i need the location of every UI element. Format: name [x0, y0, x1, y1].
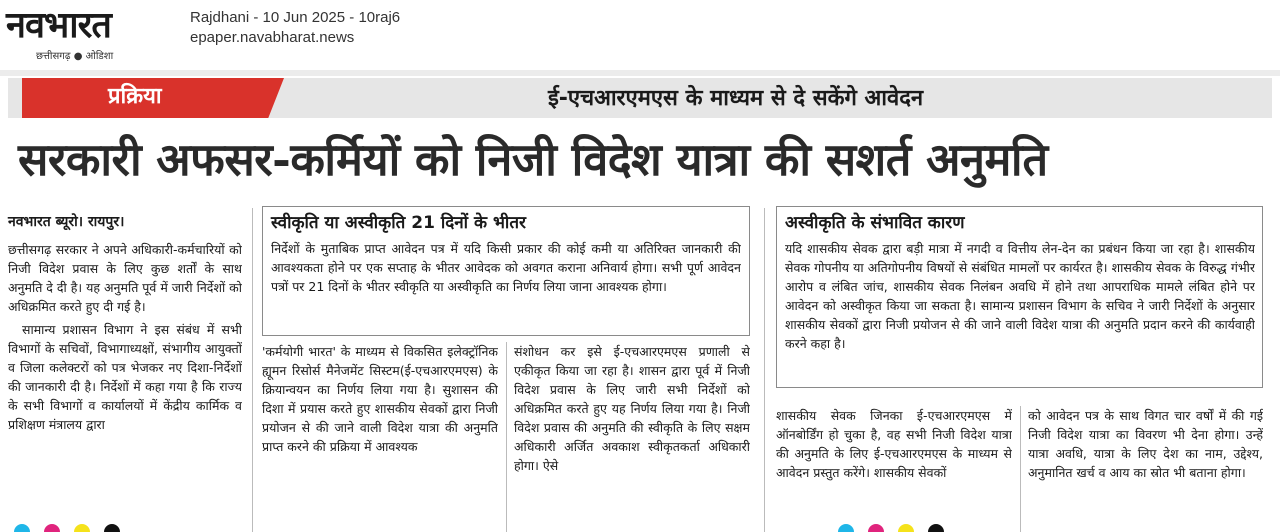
kicker-label: प्रक्रिया [108, 84, 162, 109]
masthead [0, 0, 1280, 72]
edition-meta [190, 8, 400, 48]
logo-subtitle: छत्तीसगढ़ ● ओडिशा [36, 51, 114, 62]
epaper-link[interactable]: epaper.navabharat.news [190, 29, 355, 46]
article-column-4: शासकीय सेवक जिनका ई-एचआरएमएस में ऑनबोर्डिंग हो चुका है, वह सभी निजी विदेश यात्रा की अनुमति के लिए ई-एचआरएमएस के माध्यम से आवेदन प्रस्तुत करेंगे। शासकीय सेवकों [776, 408, 1012, 480]
newspaper-logo[interactable] [6, 4, 178, 64]
article-column-1 [8, 240, 242, 532]
column-divider [1020, 406, 1021, 532]
top-divider [0, 70, 1280, 76]
box-title: अस्वीकृति के संभावित कारण [785, 213, 965, 233]
column-divider [252, 208, 253, 532]
paragraph: सामान्य प्रशासन विभाग ने इस संबंध में सभी विभागों के सचिवों, विभागाध्यक्षों, संभागीय आयुक्तों व जिला कलेक्टरों को पत्र भेजकर नए दिशा-निर्देशों की जानकारी दी है। निर्देशों में कहा गया है कि राज्य के सभी विभागों व कार्यालयों में केंद्रीय कार्मिक व प्रशिक्षण मंत्रालय द्वारा [8, 322, 242, 432]
column-divider [764, 208, 765, 532]
main-headline: सरकारी अफसर-कर्मियों को निजी विदेश यात्रा की सशर्त अनुमति [18, 133, 1048, 186]
sidebar-box-approval [262, 206, 750, 336]
sidebar-box-rejection-reasons [776, 206, 1263, 388]
kicker-headline: ई-एचआरएमएस के माध्यम से दे सकेंगे आवेदन [548, 86, 924, 111]
article-column-2: 'कर्मयोगी भारत' के माध्यम से विकसित इलेक्ट्रॉनिक ह्यूमन रिसोर्स मैनेजमेंट सिस्टम(ई-एचआरएमएस) के क्रियान्वयन का निर्णय लिया गया है। सुशासन की दिशा में प्रयास करते हुए शासकीय सेवकों द्वारा निजी प्रयोजन से की जाने वाली विदेश यात्रा की अनुमति प्राप्त करने की प्रक्रिया में आवश्यक [262, 344, 498, 454]
kicker-band [8, 78, 1272, 118]
box-body: यदि शासकीय सेवक द्वारा बड़ी मात्रा में नगदी व वित्तीय लेन-देन का प्रबंधन किया जा रहा है। शासकीय सेवक गोपनीय या अतिगोपनीय विषयों से संबंधित मामलों पर कार्यरत है। शासकीय सेवक के विरुद्ध गंभीर आरोप व लंबित जांच, शासकीय सेवक निलंबन अवधि में होने तथा आपराधिक मामले लंबित होने पर आवेदन को अस्वीकृत किया जा सकता है। सामान्य प्रशासन विभाग के सचिव ने जारी निर्देशों के अनुसार शासकीय सेवकों द्वारा निजी प्रयोजन से की जाने वाली विदेश यात्रा की अनुमति प्रदान करने की कार्यवाही करने कहा है। [785, 241, 1255, 351]
box-body: निर्देशों के मुताबिक प्राप्त आवेदन पत्र में यदि किसी प्रकार की कोई कमी या अतिरिक्त जानकारी की आवश्यकता होने पर एक सप्ताह के भीतर आवेदक को अवगत कराना अनिवार्य होगा। सभी पूर्ण आवेदन पत्रों पर 21 दिनों के भीतर स्वीकृति या अस्वीकृति का निर्णय लिया जाना आवश्यक होगा। [271, 241, 741, 294]
column-divider [506, 342, 507, 532]
paragraph: छत्तीसगढ़ सरकार ने अपने अधिकारी-कर्मचारियों को निजी विदेश प्रवास के लिए कुछ शर्तों के साथ अनुमति दे दी है। यह अनुमति पूर्व में जारी निर्देशों को अधिक्रमित करते हुए दी गई है। [8, 242, 242, 314]
box-title: स्वीकृति या अस्वीकृति 21 दिनों के भीतर [271, 213, 526, 233]
byline: नवभारत ब्यूरो। रायपुर। [8, 214, 125, 230]
edition-info: Rajdhani - 10 Jun 2025 - 10raj6 [190, 9, 401, 26]
article-column-3: संशोधन कर इसे ई-एचआरएमएस प्रणाली से एकीकृत किया जा रहा है। शासन द्वारा पूर्व में निजी विदेश प्रवास के लिए जारी सभी निर्देशों को अधिक्रमित करते हुए यह निर्णय लिया गया है। निजी विदेश प्रवास की अनुमति की स्वीकृति के लिए सक्षम अधिकारी अर्जित अवकाश स्वीकृतकर्ता अधिकारी होगा। ऐसे [514, 344, 750, 473]
article-column-5: को आवेदन पत्र के साथ विगत चार वर्षों में की गई निजी विदेश यात्रा का विवरण भी देना होगा। उन्हें यात्रा अवधि, यात्रा के लिए देश का नाम, उद्देश्य, अनुमानित खर्च व आय का स्रोत भी बताना होगा। [1028, 408, 1263, 480]
logo-name: नवभारत [6, 4, 111, 46]
